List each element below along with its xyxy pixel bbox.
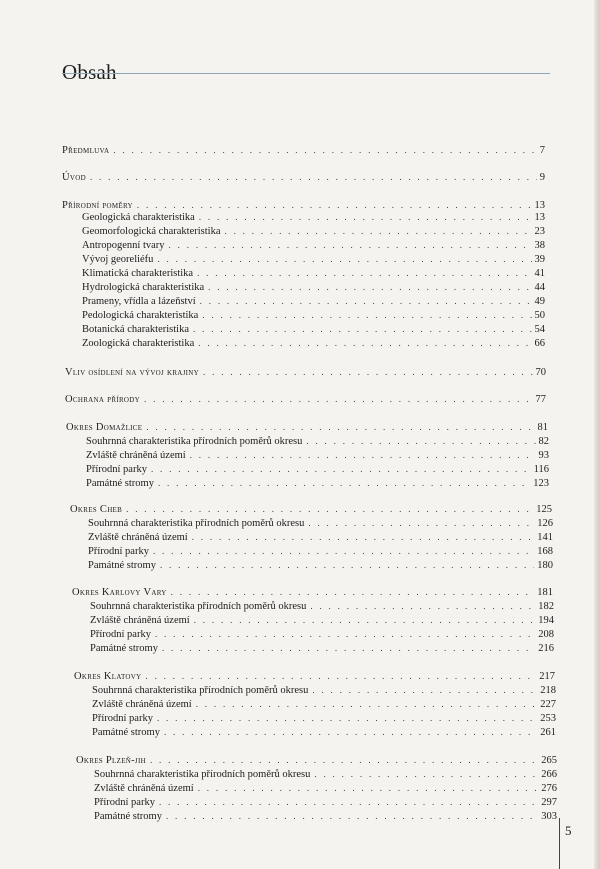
toc-entry-page: 81 bbox=[537, 422, 548, 433]
toc-entry-label: Památné stromy bbox=[90, 643, 158, 654]
toc-subsection-entry bbox=[82, 267, 545, 280]
toc-entry-label: Okres Plzeň-jih bbox=[76, 755, 146, 766]
toc-entry-page: 261 bbox=[540, 727, 556, 738]
toc-entry-page: 70 bbox=[535, 367, 546, 378]
toc-entry-label: Zvláště chráněná území bbox=[86, 450, 186, 461]
toc-entry-label: Geologická charakteristika bbox=[82, 212, 195, 223]
toc-entry-label: Souhrnná charakteristika přírodních poměrů okresu bbox=[90, 601, 307, 612]
dot-leader bbox=[306, 435, 535, 448]
toc-subsection-entry bbox=[86, 449, 549, 462]
dot-leader bbox=[166, 810, 538, 823]
toc-subsection-entry bbox=[92, 726, 556, 739]
toc-subsection-entry bbox=[94, 782, 557, 795]
toc-entry-label: Pedologická charakteristika bbox=[82, 310, 199, 321]
toc-entry-page: 82 bbox=[538, 436, 549, 447]
toc-subsection-entry bbox=[94, 768, 557, 781]
toc-section-entry bbox=[65, 366, 546, 379]
toc-entry-page: 227 bbox=[540, 699, 556, 710]
toc-entry-label: Klimatická charakteristika bbox=[82, 268, 194, 279]
toc-entry-page: 168 bbox=[537, 546, 553, 557]
toc-entry-label: Okres Cheb bbox=[70, 504, 123, 515]
dot-leader bbox=[314, 768, 538, 781]
toc-section-entry bbox=[74, 670, 555, 683]
dot-leader bbox=[144, 393, 533, 406]
toc-entry-page: 125 bbox=[536, 504, 552, 515]
dot-leader bbox=[199, 211, 532, 224]
dot-leader bbox=[145, 670, 536, 683]
toc-entry-page: 141 bbox=[537, 532, 553, 543]
toc-entry-label: Úvod bbox=[62, 172, 86, 183]
page-edge bbox=[594, 0, 600, 869]
toc-entry-label: Souhrnná charakteristika přírodních poměrů okresu bbox=[94, 769, 311, 780]
toc-entry-label: Souhrnná charakteristika přírodních poměrů okresu bbox=[86, 436, 303, 447]
toc-entry-page: 116 bbox=[533, 464, 549, 475]
toc-entry-label: Památné stromy bbox=[88, 560, 156, 571]
dot-leader bbox=[194, 614, 536, 627]
toc-entry-page: 38 bbox=[534, 240, 545, 251]
toc-section-entry bbox=[76, 754, 557, 767]
dot-leader bbox=[158, 477, 530, 490]
toc-entry-label: Okres Domažlice bbox=[66, 422, 143, 433]
dot-leader bbox=[153, 545, 534, 558]
toc-entry-page: 181 bbox=[537, 587, 553, 598]
toc-subsection-entry bbox=[82, 225, 545, 238]
toc-entry-page: 39 bbox=[534, 254, 545, 265]
toc-entry-page: 54 bbox=[534, 324, 545, 335]
folio-rule bbox=[559, 818, 560, 869]
toc-section-entry bbox=[72, 586, 553, 599]
toc-subsection-entry bbox=[94, 810, 557, 823]
toc-entry-page: 50 bbox=[534, 310, 545, 321]
dot-leader bbox=[224, 225, 531, 238]
toc-entry-label: Souhrnná charakteristika přírodních poměrů okresu bbox=[88, 518, 305, 529]
toc-section-entry bbox=[70, 503, 552, 516]
toc-entry-page: 217 bbox=[539, 671, 555, 682]
toc-entry-label: Vývoj georeliéfu bbox=[82, 254, 154, 265]
dot-leader bbox=[196, 698, 538, 711]
toc-entry-label: Zvláště chráněná území bbox=[90, 615, 190, 626]
dot-leader bbox=[169, 239, 532, 252]
dot-leader bbox=[155, 628, 535, 641]
dot-leader bbox=[202, 309, 531, 322]
dot-leader bbox=[203, 366, 532, 379]
dot-leader bbox=[151, 463, 531, 476]
toc-entry-label: Přírodní parky bbox=[94, 797, 155, 808]
toc-subsection-entry bbox=[82, 253, 545, 266]
toc-entry-page: 253 bbox=[540, 713, 556, 724]
toc-entry-label: Přírodní parky bbox=[86, 464, 147, 475]
dot-leader bbox=[308, 517, 534, 530]
toc-section-entry bbox=[62, 171, 545, 184]
dot-leader bbox=[150, 754, 538, 767]
toc-subsection-entry bbox=[86, 477, 549, 490]
toc-entry-page: 180 bbox=[537, 560, 553, 571]
toc-subsection-entry bbox=[82, 295, 545, 308]
toc-entry-page: 218 bbox=[540, 685, 556, 696]
toc-entry-page: 7 bbox=[539, 145, 545, 156]
dot-leader bbox=[197, 267, 531, 280]
dot-leader bbox=[90, 171, 537, 184]
toc-subsection-entry bbox=[94, 796, 557, 809]
toc-entry-page: 123 bbox=[533, 478, 549, 489]
toc-section-entry bbox=[66, 421, 548, 434]
toc-subsection-entry bbox=[92, 698, 556, 711]
toc-entry-label: Ochrana přírody bbox=[65, 394, 140, 405]
page-number: 5 bbox=[565, 823, 572, 838]
toc-subsection-entry bbox=[88, 531, 553, 544]
toc-subsection-entry bbox=[82, 309, 545, 322]
dot-leader bbox=[312, 684, 537, 697]
dot-leader bbox=[146, 421, 534, 434]
toc-entry-label: Památné stromy bbox=[94, 811, 162, 822]
dot-leader bbox=[198, 337, 531, 350]
dot-leader bbox=[113, 144, 536, 157]
toc-entry-label: Zvláště chráněná území bbox=[92, 699, 192, 710]
toc-entry-label: Souhrnná charakteristika přírodních poměrů okresu bbox=[92, 685, 309, 696]
toc-entry-page: 265 bbox=[541, 755, 557, 766]
dot-leader bbox=[200, 295, 532, 308]
toc-entry-label: Předmluva bbox=[62, 145, 110, 156]
toc-entry-page: 303 bbox=[541, 811, 557, 822]
dot-leader bbox=[160, 559, 534, 572]
dot-leader bbox=[193, 323, 532, 336]
dot-leader bbox=[162, 642, 535, 655]
toc-subsection-entry bbox=[82, 281, 545, 294]
toc-entry-label: Okres Klatovy bbox=[74, 671, 142, 682]
dot-leader bbox=[126, 503, 533, 516]
toc-entry-label: Přírodní parky bbox=[92, 713, 153, 724]
toc-entry-label: Přírodní parky bbox=[88, 546, 149, 557]
toc-entry-label: Geomorfologická charakteristika bbox=[82, 226, 221, 237]
toc-subsection-entry bbox=[90, 642, 554, 655]
dot-leader bbox=[157, 712, 537, 725]
toc-entry-label: Zvláště chráněná území bbox=[88, 532, 188, 543]
toc-entry-page: 266 bbox=[541, 769, 557, 780]
toc-entry-page: 276 bbox=[541, 783, 557, 794]
toc-entry-label: Antropogenní tvary bbox=[82, 240, 165, 251]
toc-entry-label: Prameny, vřídla a lázeňství bbox=[82, 296, 196, 307]
toc-entry-label: Přírodní parky bbox=[90, 629, 151, 640]
toc-entry-label: Přírodní poměry bbox=[62, 200, 133, 211]
dot-leader bbox=[198, 782, 539, 795]
toc-entry-label: Botanická charakteristika bbox=[82, 324, 189, 335]
toc-subsection-entry bbox=[90, 628, 554, 641]
toc-entry-label: Zoologická charakteristika bbox=[82, 338, 195, 349]
dot-leader bbox=[192, 531, 535, 544]
dot-leader bbox=[208, 281, 531, 294]
toc-entry-page: 216 bbox=[538, 643, 554, 654]
toc-entry-label: Památné stromy bbox=[86, 478, 154, 489]
toc-subsection-entry bbox=[82, 211, 545, 224]
toc-entry-label: Okres Karlovy Vary bbox=[72, 587, 167, 598]
toc-entry-page: 9 bbox=[539, 172, 545, 183]
toc-entry-page: 208 bbox=[538, 629, 554, 640]
toc-subsection-entry bbox=[88, 545, 553, 558]
toc-entry-label: Zvláště chráněná území bbox=[94, 783, 194, 794]
dot-leader bbox=[190, 449, 536, 462]
toc-entry-page: 13 bbox=[534, 200, 545, 211]
dot-leader bbox=[171, 586, 535, 599]
toc-entry-page: 13 bbox=[534, 212, 545, 223]
toc-entry-page: 126 bbox=[537, 518, 553, 529]
dot-leader bbox=[159, 796, 538, 809]
toc-entry-label: Památné stromy bbox=[92, 727, 160, 738]
toc-subsection-entry bbox=[88, 559, 553, 572]
toc-subsection-entry bbox=[90, 600, 554, 613]
toc-subsection-entry bbox=[82, 323, 545, 336]
toc-subsection-entry bbox=[90, 614, 554, 627]
dot-leader bbox=[310, 600, 535, 613]
toc-entry-page: 66 bbox=[534, 338, 545, 349]
toc-section-entry bbox=[62, 144, 545, 157]
toc-entry-page: 93 bbox=[538, 450, 549, 461]
toc-entry-page: 297 bbox=[541, 797, 557, 808]
toc-entry-page: 49 bbox=[534, 296, 545, 307]
toc-entry-page: 182 bbox=[538, 601, 554, 612]
toc-entry-page: 23 bbox=[534, 226, 545, 237]
toc-subsection-entry bbox=[82, 337, 545, 350]
page-title: Obsah bbox=[62, 60, 117, 84]
toc-entry-page: 77 bbox=[535, 394, 546, 405]
dot-leader bbox=[157, 253, 531, 266]
toc-subsection-entry bbox=[82, 239, 545, 252]
toc-entry-page: 44 bbox=[534, 282, 545, 293]
toc-entry-page: 194 bbox=[538, 615, 554, 626]
toc-subsection-entry bbox=[92, 712, 556, 725]
toc-section-entry bbox=[65, 393, 546, 406]
toc-entry-label: Vliv osídlení na vývoj krajiny bbox=[65, 367, 200, 378]
dot-leader bbox=[164, 726, 537, 739]
toc-entry-label: Hydrologická charakteristika bbox=[82, 282, 205, 293]
toc-subsection-entry bbox=[92, 684, 556, 697]
toc-entry-page: 41 bbox=[534, 268, 545, 279]
toc-subsection-entry bbox=[88, 517, 553, 530]
toc-subsection-entry bbox=[86, 435, 549, 448]
toc-subsection-entry bbox=[86, 463, 549, 476]
